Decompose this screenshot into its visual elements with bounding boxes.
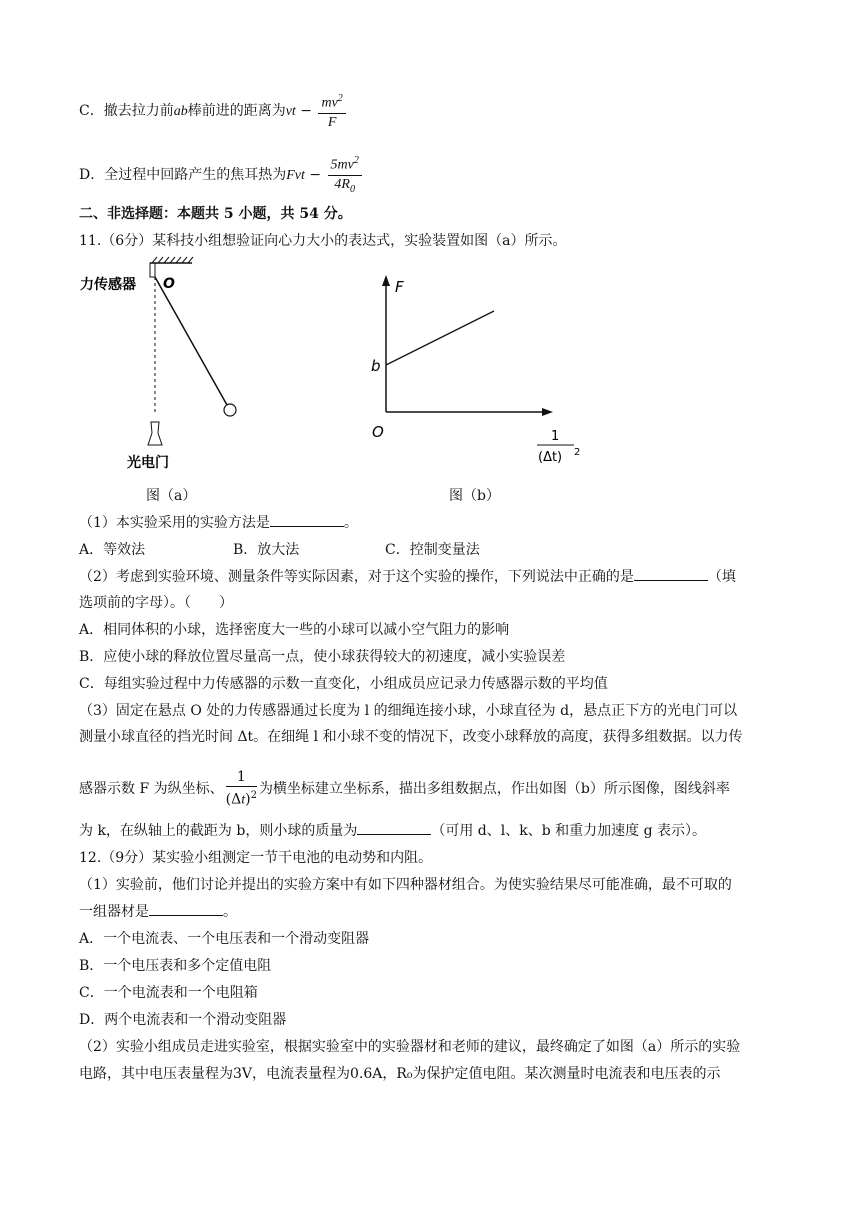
- section-heading: 二、非选择题：本题共 5 小题，共 54 分。: [79, 206, 352, 222]
- figure-b: [362, 272, 602, 477]
- point-o-label: O: [163, 276, 175, 292]
- sensor-label: 力传感器: [80, 277, 136, 293]
- intercept-b-label: b: [371, 357, 381, 375]
- q12-option-b: B．一个电压表和多个定值电阻: [79, 958, 272, 974]
- axis-f-label: F: [395, 278, 404, 296]
- q12-intro: 12.（9分）某实验小组测定一节干电池的电动势和内阻。: [79, 850, 433, 866]
- caption-a: 图（a）: [146, 488, 197, 504]
- figure-a: [78, 255, 268, 475]
- q11-part1-options: A．等效法 B．放大法 C．控制变量法: [79, 542, 480, 558]
- option-c: C．撤去拉力前ab棒前进的距离为vt − $\frac{mv^2}{F}$: [79, 90, 348, 132]
- origin-label: O: [372, 423, 384, 441]
- q12-part1-line2: 一组器材是 。: [79, 901, 237, 923]
- q12-part2-line1: （2）实验小组成员走进实验室，根据实验室中的实验器材和老师的建议，最终确定了如图（a）所示的实验: [79, 1039, 741, 1055]
- q11-part3-line3: 感器示数 F 为纵坐标、 $\frac{1}{(\Delta t)^2}$ 为横坐标建立坐标系，描出多组数据点，作出如图（b）所示图像，图线斜率: [79, 769, 730, 808]
- x-axis-denominator: (Δt): [538, 450, 563, 465]
- q12-part1-line1: （1）实验前，他们讨论并提出的实验方案中有如下四种器材组合。为使实验结果尽可能准确，最不可取的: [79, 877, 732, 893]
- x-axis-numerator: 1: [551, 429, 560, 444]
- option-d: D．全过程中回路产生的焦耳热为Fvt − $\frac{5mv^2}{4R_0}$: [79, 152, 364, 198]
- q12-option-a: A．一个电流表、一个电压表和一个滑动变阻器: [79, 931, 370, 947]
- q11-part3-line4: 为 k，在纵轴上的截距为 b，则小球的质量为 （可用 d、l、k、b 和重力加速度 g 表示）。: [79, 820, 706, 842]
- q11-part2: （2）考虑到实验环境、测量条件等实际因素，对于这个实验的操作，下列说法中正确的是 （填: [79, 566, 736, 588]
- x-axis-exponent: 2: [574, 447, 581, 458]
- q11-part1: （1）本实验采用的实验方法是 。: [79, 512, 358, 534]
- caption-b: 图（b）: [449, 488, 500, 504]
- q11-option-c: C．每组实验过程中力传感器的示数一直变化，小组成员应记录力传感器示数的平均值: [79, 676, 608, 692]
- q12-option-d: D．两个电流表和一个滑动变阻器: [79, 1012, 287, 1028]
- q12-part2-line2: 电路，其中电压表量程为3V，电流表量程为0.6A，R₀为保护定值电阻。某次测量时电流表和电压表的示: [79, 1066, 721, 1082]
- q11-option-b: B．应使小球的释放位置尽量高一点，使小球获得较大的初速度，减小实验误差: [79, 649, 566, 665]
- q11-part2-cont: 选项前的字母）。（ ）: [79, 595, 233, 611]
- q11-intro: 11.（6分）某科技小组想验证向心力大小的表达式，实验装置如图（a）所示。: [79, 233, 567, 249]
- q11-part3-line1: （3）固定在悬点 O 处的力传感器通过长度为 l 的细绳连接小球，小球直径为 d，悬点正下方的光电门可以: [79, 703, 738, 719]
- q11-option-a: A．相同体积的小球，选择密度大一些的小球可以减小空气阻力的影响: [79, 622, 510, 638]
- q12-option-c: C．一个电流表和一个电阻箱: [79, 985, 258, 1001]
- q11-part3-line2: 测量小球直径的挡光时间 Δt。在细绳 l 和小球不变的情况下，改变小球释放的高度，获得多组数据。以力传: [79, 729, 743, 745]
- gate-label: 光电门: [127, 455, 169, 471]
